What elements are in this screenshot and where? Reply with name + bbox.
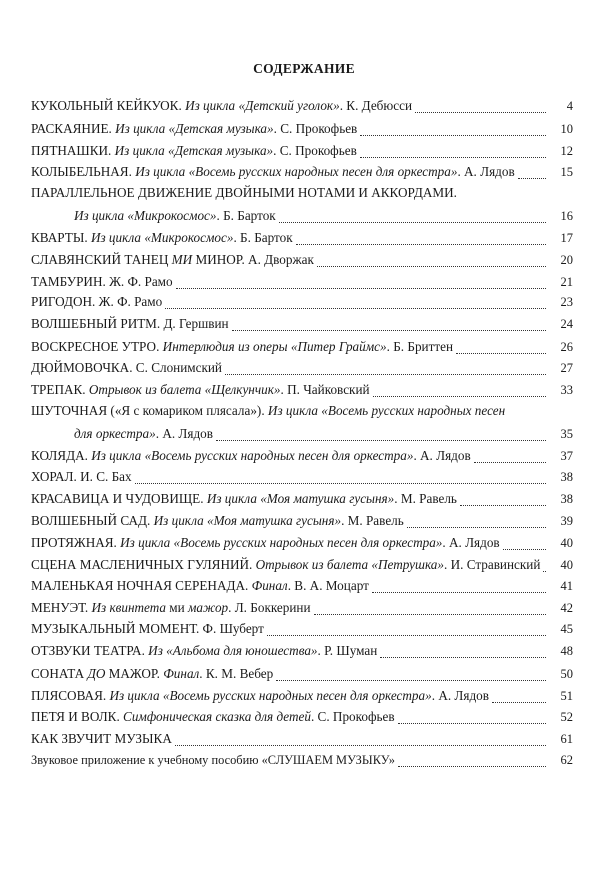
toc-entry-title-part: КОЛЯДА.	[31, 448, 92, 463]
toc-entry-title-italic: мажор	[184, 600, 229, 615]
dot-leader	[372, 592, 546, 593]
toc-entry-title-italic: Из цикла «Восемь русских народных песен для оркестра»	[120, 535, 443, 550]
page-number: 41	[560, 579, 573, 593]
toc-entry-title	[31, 490, 457, 508]
dot-leader	[503, 549, 546, 550]
page-number: 20	[560, 253, 573, 267]
page-number: 38	[560, 470, 573, 484]
toc-entry-title-italic: Финал	[251, 578, 288, 593]
toc-entry-title-part: . А. Лядов	[442, 535, 500, 550]
toc-entry-title-italic: Финал	[163, 666, 200, 681]
toc-entry	[31, 620, 573, 638]
toc-entry-title-italic: Из цикла «Детская музыка»	[115, 121, 274, 136]
page-number: 42	[560, 601, 573, 615]
page-number: 16	[560, 209, 573, 223]
toc-entry	[31, 315, 573, 333]
toc-entry-title	[31, 163, 515, 181]
toc-entry-title	[31, 402, 505, 420]
toc-entry-title-part: МАЛЕНЬКАЯ НОЧНАЯ СЕРЕНАДА.	[31, 578, 252, 593]
page-number: 61	[560, 732, 573, 746]
toc-entry-title-italic: Симфоническая сказка для детей	[123, 709, 311, 724]
toc-entry-title-part: МИНОР. А. Дворжак	[192, 252, 314, 267]
toc-entry-title	[31, 251, 314, 269]
page-number: 40	[560, 558, 573, 572]
toc-entry-title-part: . С. Прокофьев	[273, 121, 358, 136]
toc-entry-title-part: . П. Чайковский	[280, 382, 370, 397]
dot-leader	[317, 266, 546, 267]
dot-leader	[135, 483, 546, 484]
page-number: 17	[560, 231, 573, 245]
toc-entry-title-part: ПАРАЛЛЕЛЬНОЕ ДВИЖЕНИЕ ДВОЙНЫМИ НОТАМИ И АККОРДАМИ.	[31, 185, 457, 200]
toc-entry-title	[31, 315, 229, 333]
page-number: 12	[560, 144, 573, 158]
toc-entry	[31, 338, 573, 356]
page-number: 26	[560, 340, 573, 354]
toc-entry-title-italic: Из цикла «Моя матушка гусыня»	[153, 513, 342, 528]
toc-entry-title	[31, 687, 489, 705]
toc-entry	[31, 359, 573, 377]
page-number: 37	[560, 449, 573, 463]
dot-leader	[232, 330, 546, 331]
page-number: 40	[560, 536, 573, 550]
toc-entry-title-part: . М. Равель	[341, 513, 404, 528]
toc-entry-title-part: КРАСАВИЦА И ЧУДОВИЩЕ.	[31, 491, 207, 506]
toc-entry-title-part: ХОРАЛ. И. С. Бах	[31, 469, 132, 484]
dot-leader	[543, 571, 546, 572]
toc-entry-title	[31, 534, 500, 552]
toc-entry	[31, 534, 573, 552]
toc-entry-title-part: МЕНУЭТ.	[31, 600, 92, 615]
toc-entry-title-part: ПЕТЯ И ВОЛК.	[31, 709, 124, 724]
dot-leader	[225, 374, 546, 375]
toc-entry-title-part: . И. Стравинский	[443, 557, 541, 572]
toc-entry	[74, 425, 573, 443]
toc-entry	[31, 642, 573, 660]
dot-leader	[314, 614, 546, 615]
page-number: 23	[560, 295, 573, 309]
toc-entry-title	[31, 556, 540, 574]
toc-entry-title-part: МУЗЫКАЛЬНЫЙ МОМЕНТ. Ф. Шуберт	[31, 621, 264, 636]
dot-leader	[175, 745, 546, 746]
toc-entry-title	[31, 293, 162, 311]
dot-leader	[398, 723, 546, 724]
page-number: 4	[566, 99, 573, 113]
dot-leader	[296, 244, 546, 245]
page-number: 27	[560, 361, 573, 375]
page-number: 52	[560, 710, 573, 724]
toc-entry-title-part: ОТЗВУКИ ТЕАТРА.	[31, 643, 149, 658]
toc-entry-title	[74, 207, 276, 225]
toc-entry	[31, 512, 573, 530]
page-number: 39	[560, 514, 573, 528]
page-number: 38	[560, 492, 573, 506]
toc-entry-title-part: СОНАТА	[31, 666, 88, 681]
toc-entry-title	[31, 665, 273, 683]
toc-entry	[31, 687, 573, 705]
toc-entry-title	[31, 184, 457, 202]
toc-entry-title-part: РАСКАЯНИЕ.	[31, 121, 116, 136]
toc-entry-title	[31, 381, 370, 399]
dot-leader	[415, 112, 546, 113]
toc-entry-title-italic: МИ	[171, 252, 193, 267]
page-number: 51	[560, 689, 573, 703]
toc-entry	[31, 577, 573, 595]
toc-entry-title-part: . К. Дебюсси	[339, 98, 413, 113]
toc-entry-title-italic: Из цикла «Восемь русских народных песен	[267, 403, 506, 418]
toc-entry-title-part: ВОЛШЕБНЫЙ РИТМ. Д. Гершвин	[31, 316, 229, 331]
dot-leader	[279, 222, 546, 223]
toc-entry-title-part: ТРЕПАК.	[31, 382, 89, 397]
toc-entry-title-italic: Из цикла «Детский уголок»	[185, 98, 340, 113]
toc-entry-title-part: . Р. Шуман	[317, 643, 378, 658]
page-number: 35	[560, 427, 573, 441]
toc-entry-title-italic: Из цикла «Моя матушка гусыня»	[206, 491, 395, 506]
toc-entry	[31, 142, 573, 160]
toc-entry-title	[31, 359, 222, 377]
dot-leader	[360, 135, 546, 136]
dot-leader	[373, 396, 546, 397]
toc-entry	[31, 490, 573, 508]
toc-entry-title	[31, 599, 311, 617]
toc-entry-title-part: МАЖОР.	[105, 666, 164, 681]
page-number: 15	[560, 165, 573, 179]
dot-leader	[380, 657, 546, 658]
toc-entry-title	[31, 97, 412, 115]
toc-entry	[31, 120, 573, 138]
toc-entry-title-part: Звуковое приложение к учебному пособию «СЛУШАЕМ МУЗЫКУ»	[31, 753, 395, 767]
toc-entry	[31, 751, 573, 769]
toc-entry-title-part: КУКОЛЬНЫЙ КЕЙКУОК.	[31, 98, 186, 113]
toc-entry-title-italic: Интерлюдия из оперы «Питер Граймс»	[162, 339, 387, 354]
toc-entry-title-part: . А. Лядов	[457, 164, 515, 179]
toc-entry-title	[31, 708, 395, 726]
toc-entry-title-part: . А. Лядов	[431, 688, 489, 703]
page-number: 10	[560, 122, 573, 136]
toc-entry	[31, 708, 573, 726]
page-number: 24	[560, 317, 573, 331]
toc-entry-title-part: КВАРТЫ.	[31, 230, 91, 245]
toc-entry-title	[31, 620, 264, 638]
toc-entry-title-italic: для оркестра»	[74, 426, 156, 441]
toc-entry	[31, 556, 573, 574]
toc-entry	[31, 468, 573, 486]
toc-entry	[31, 229, 573, 247]
toc-entry-title-italic: Из цикла «Детская музыка»	[114, 143, 274, 158]
toc-entry-title-part: ПРОТЯЖНАЯ.	[31, 535, 121, 550]
toc-entry-title-italic: Из цикла «Восемь русских народных песен для оркестра»	[109, 688, 432, 703]
dot-leader	[165, 308, 546, 309]
toc-entry	[31, 599, 573, 617]
toc-entry	[31, 273, 573, 291]
toc-entry-title-part: ПЛЯСОВАЯ.	[31, 688, 110, 703]
toc-entry-title	[31, 229, 293, 247]
toc-entry-title-italic: Из цикла «Восемь русских народных песен для оркестра»	[135, 164, 458, 179]
page-number: 33	[560, 383, 573, 397]
toc-entry-title-part: СЦЕНА МАСЛЕНИЧНЫХ ГУЛЯНИЙ.	[31, 557, 256, 572]
dot-leader	[407, 527, 546, 528]
toc-entry-title-part: ми	[169, 600, 185, 615]
toc-entry-title-italic: ДО	[87, 666, 106, 681]
toc-entry	[31, 251, 573, 269]
toc-entry-title	[31, 447, 471, 465]
toc-entry-title-part: ВОСКРЕСНОЕ УТРО.	[31, 339, 163, 354]
toc-entry-title	[31, 142, 357, 160]
toc-entry-title-part: . Б. Барток	[233, 230, 293, 245]
toc-entry-title-part: . А. Лядов	[155, 426, 213, 441]
toc-entry-title-italic: Из цикла «Восемь русских народных песен для оркестра»	[91, 448, 414, 463]
dot-leader	[460, 505, 546, 506]
toc-entry	[74, 207, 573, 225]
toc-entry-title-part: . К. М. Вебер	[199, 666, 274, 681]
toc-entry-title	[31, 642, 377, 660]
toc-entry-title-italic: Отрывок из балета «Петрушка»	[255, 557, 444, 572]
toc-entry-title-part: КОЛЫБЕЛЬНАЯ.	[31, 164, 136, 179]
page-number: 62	[560, 753, 573, 767]
toc-entry-title	[31, 338, 453, 356]
toc-entry-title	[31, 120, 357, 138]
dot-leader	[276, 680, 546, 681]
toc-entry-title-part: ВОЛШЕБНЫЙ САД.	[31, 513, 154, 528]
toc-entry-title	[31, 468, 132, 486]
toc-entry-title-part: . С. Прокофьев	[273, 143, 357, 158]
toc-entry-title	[31, 577, 369, 595]
toc-entry-title-italic: Из цикла «Микрокосмос»	[90, 230, 234, 245]
toc-entry	[31, 447, 573, 465]
toc-entry	[31, 293, 573, 311]
toc-entry	[31, 163, 573, 181]
dot-leader	[360, 157, 546, 158]
toc-entry-title-part: . Б. Барток	[216, 208, 276, 223]
toc-entry	[31, 402, 505, 420]
toc-entry-title	[31, 751, 395, 769]
toc-entry-title	[31, 730, 172, 748]
dot-leader	[267, 635, 546, 636]
dot-leader	[398, 766, 546, 767]
toc-entry-title-italic: Из квинтета	[91, 600, 170, 615]
page-number: 48	[560, 644, 573, 658]
toc-entry	[31, 381, 573, 399]
toc-entry-title-italic: Из цикла «Микрокосмос»	[74, 208, 217, 223]
page-number: 50	[560, 667, 573, 681]
toc-entry-title-part: . М. Равель	[394, 491, 457, 506]
toc-entry-title-part: . С. Прокофьев	[310, 709, 395, 724]
toc-entry-title-part: . А. Лядов	[413, 448, 471, 463]
dot-leader	[176, 288, 546, 289]
toc-entry-title-italic: Отрывок из балета «Щелкунчик»	[88, 382, 281, 397]
toc-entry	[31, 184, 457, 202]
toc-entry-title-part: . Л. Боккерини	[228, 600, 311, 615]
dot-leader	[518, 178, 546, 179]
dot-leader	[216, 440, 546, 441]
toc-entry-title-part: ШУТОЧНАЯ («Я с комариком плясала»).	[31, 403, 268, 418]
page-title: СОДЕРЖАНИЕ	[253, 61, 355, 76]
toc-entry-title-part: ТАМБУРИН. Ж. Ф. Рамо	[31, 274, 173, 289]
toc-entry-title-part: ПЯТНАШКИ.	[31, 143, 115, 158]
toc-entry-title	[31, 512, 404, 530]
toc-entry-title-part: ДЮЙМОВОЧКА. С. Слонимский	[31, 360, 222, 375]
toc-entry-title-part: . Б. Бриттен	[386, 339, 454, 354]
dot-leader	[456, 353, 546, 354]
toc-entry-title-part: КАК ЗВУЧИТ МУЗЫКА	[31, 731, 172, 746]
toc-entry-title-italic: Из «Альбома для юношества»	[148, 643, 318, 658]
dot-leader	[492, 702, 546, 703]
page-number: 45	[560, 622, 573, 636]
toc-entry	[31, 665, 573, 683]
toc-entry-title-part: . В. А. Моцарт	[287, 578, 369, 593]
page-number: 21	[560, 275, 573, 289]
toc-entry-title-part: СЛАВЯНСКИЙ ТАНЕЦ	[31, 252, 172, 267]
toc-entry	[31, 97, 573, 115]
dot-leader	[474, 462, 546, 463]
toc-entry-title	[31, 273, 173, 291]
toc-entry	[31, 730, 573, 748]
toc-entry-title-part: РИГОДОН. Ж. Ф. Рамо	[31, 294, 163, 309]
toc-entry-title	[74, 425, 213, 443]
